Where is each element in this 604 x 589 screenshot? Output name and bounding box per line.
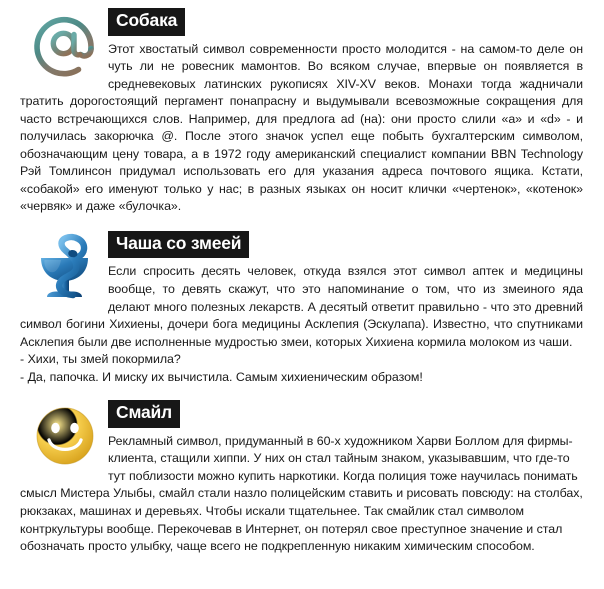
section-title-row: [20, 8, 583, 36]
section-body-text: Рекламный символ, придуманный в 60-х художником Харви Боллом для фирмы-клиента, стащили хиппи. У них он стал тайным знаком, указывавшим, что где-то тут поблизости можно купить наркотики. Когда полиция тоже научилась понимать смысл Мистера Улыбы, смайл стали назло полицейским ставить и рисовать повсюду: на столбах, рюкзаках, машинах и деревьях. Чтобы искали тщательнее. Так смайлик стал символом контркультуры вообще. Перекочевав в Интернет, он потерял свое преступное значение и стал обозначать просто улыбку, чаще всего не подкрепленную никаким химическим способом.: [20, 433, 583, 554]
section-smile: [0, 386, 604, 555]
bowl-of-hygieia-icon: [28, 231, 102, 303]
section-dog: [0, 0, 604, 216]
section-title-badge: Смайл: [108, 400, 180, 428]
dialogue-line-2: - Да, папочка. И миску их вычистила. Самым хихиеническим образом!: [20, 369, 423, 384]
section-title-row: [20, 231, 583, 259]
at-symbol-icon: [28, 8, 102, 80]
section-bowl-with-snake: [0, 216, 604, 386]
section-title-badge: Собака: [108, 8, 185, 36]
section-title-badge: Чаша со змеей: [108, 231, 249, 259]
dialogue-line-1: - Хихи, ты змей покормила?: [20, 352, 181, 367]
section-body-text: Этот хвостатый символ современности просто молодится - на самом-то деле он чуть ли не ровесник мамонтов. Во всяком случае, впервые он появляется в средневековых латинских рукописях XIV-XV веков. Монахи тогда жадничали тратить дорогостоящий пергамент понапрасну и выдумывали всевозможные сокращения для часто встречающихся слов. Например, для предлога ad (на): они просто слили «a» и «d» - и получилась закорючка @. После этого значок успел еще побыть бухгалтерским символом, обозначающим цену товара, а в 1972 году американский специалист компании BBN Technology Рэй Томлинсон придумал использовать его для указания адреса почтового ящика. Кстати, «собакой» его именуют только у нас; в разных языках он носит клички «чертенок», «котенок» «червяк» и даже «булочка».: [20, 41, 583, 214]
section-title-row: [20, 400, 583, 428]
section-body-text: Если спросить десять человек, откуда взялся этот символ аптек и медицины вообще, то девять скажут, что это напоминание о том, что из змеиного яда делают много полезных лекарств. А десятый ответит правильно - что это древний символ богини Хихиены, дочери бога медицины Асклепия (Эскулапа). Известно, что спутниками Асклепия были две исполненные мудростью змеи, которых Хихиена кормила молоком из чаши.: [20, 264, 583, 349]
smiley-face-icon: [28, 400, 102, 472]
